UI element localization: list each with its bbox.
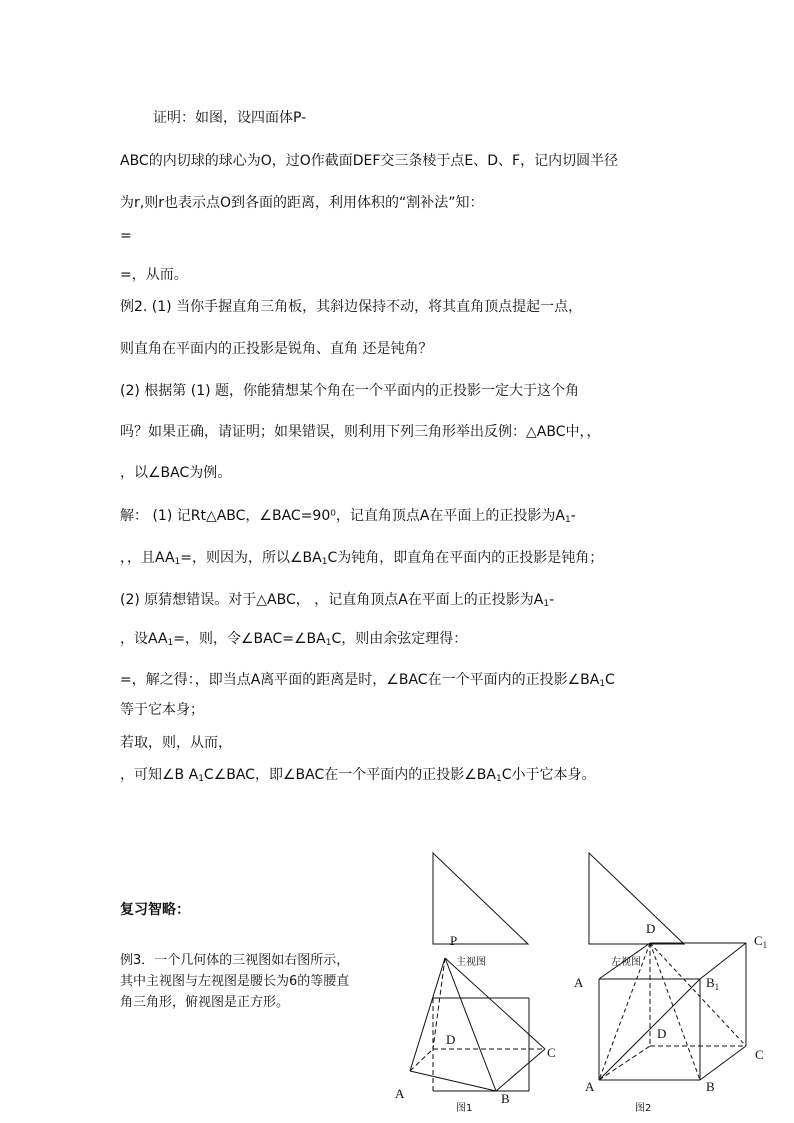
fig1-label-C: C bbox=[547, 1045, 556, 1060]
fig2-label-C1-sub: 1 bbox=[762, 940, 768, 950]
solution-line-8-a: ，可知∠B A bbox=[120, 767, 199, 783]
fig1-label-D: D bbox=[446, 1032, 456, 1047]
example-2-part-1: 例2. (1) 当你手握直角三角板，其斜边保持不动，将其直角顶点提起一点， bbox=[120, 299, 583, 315]
example-2-part-2: (2) 根据第 (1) 题，你能猜想某个角在一个平面内的正投影一定大于这个角 bbox=[120, 383, 580, 399]
side-view-caption: 左视图 bbox=[611, 957, 641, 968]
proof-line-3: 为r,则r也表示点O到各面的距离，利用体积的“割补法”知： bbox=[120, 195, 484, 211]
proof-equation-2: =，从而。 bbox=[120, 267, 188, 283]
proof-equation-1: = bbox=[120, 228, 132, 244]
solution-line-1-end: - bbox=[570, 508, 576, 524]
solution-line-8-c: C小于它本身。 bbox=[501, 767, 596, 783]
solution-line-3-end: - bbox=[549, 592, 555, 608]
solution-line-6: 等于它本身； bbox=[120, 702, 204, 718]
example-2-part-1-cont: 则直角在平面内的正投影是锐角、直角 还是钝角？ bbox=[120, 341, 433, 357]
review-heading: 复习智略： bbox=[120, 902, 190, 918]
solution-line-7: 若取，则，从而， bbox=[120, 735, 232, 751]
fig1-label-A: A bbox=[395, 1086, 405, 1101]
figure-2-caption: 图2 bbox=[635, 1103, 652, 1114]
subscript: 1 bbox=[599, 679, 606, 689]
front-view-caption: 主视图 bbox=[456, 957, 486, 968]
front-view-triangle bbox=[433, 853, 528, 944]
solution-line-2-b: =，则因为，所以∠BA bbox=[180, 550, 322, 566]
solution-line-2-a: ，，且AA bbox=[120, 550, 175, 566]
side-view-triangle bbox=[589, 853, 684, 944]
fig2-label-B1-main: B bbox=[706, 975, 715, 990]
example-3-line-2: 其中主视图与左视图是腰长为6的等腰直 bbox=[120, 974, 350, 989]
subscript: 1 bbox=[321, 557, 328, 567]
fig2-label-A: A bbox=[585, 1079, 595, 1094]
solution-line-4-b: =，则，令∠BAC=∠BA bbox=[173, 631, 326, 647]
figure-1-solid bbox=[410, 958, 545, 1091]
proof-intro: 证明：如图，设四面体P- bbox=[153, 110, 307, 126]
subscript: 1 bbox=[325, 638, 332, 648]
solution-line-4-c: C，则由余弦定理得： bbox=[331, 631, 468, 647]
fig2-label-C1 bbox=[754, 933, 767, 950]
figure-1-caption: 图1 bbox=[456, 1103, 473, 1114]
solution-line-8-b: C∠BAC，即∠BAC在一个平面内的正投影∠BA bbox=[203, 767, 496, 783]
fig1-label-B: B bbox=[501, 1091, 510, 1106]
subscript: 1 bbox=[167, 638, 174, 648]
example-3-line-1: 例3．一个几何体的三视图如右图所示， bbox=[120, 953, 350, 968]
solution-line-4-a: ，设AA bbox=[120, 631, 168, 647]
solution-line-5-b: C bbox=[605, 672, 615, 688]
fig2-label-D: D bbox=[657, 1026, 667, 1041]
subscript: 1 bbox=[543, 599, 550, 609]
subscript: 1 bbox=[198, 774, 204, 784]
fig2-label-D-top: D bbox=[646, 921, 656, 936]
fig2-label-A-top: A bbox=[574, 975, 584, 990]
example-2-part-2-cont: 吗？如果正确，请证明；如果错误，则利用下列三角形举出反例：△ABC中，， bbox=[120, 424, 601, 440]
solution-line-5-a: =，解之得：，即当点A离平面的距离是时，∠BAC在一个平面内的正投影∠BA bbox=[120, 672, 600, 688]
solution-line-2-c: C为钝角，即直角在平面内的正投影是钝角； bbox=[327, 550, 604, 566]
fig2-label-B1 bbox=[706, 975, 719, 992]
proof-line-2: ABC的内切球的球心为O，过O作截面DEF交三条棱于点E、D、F，记内切圆半径 bbox=[120, 153, 619, 169]
subscript: 1 bbox=[565, 515, 571, 525]
fig2-label-B: B bbox=[706, 1079, 715, 1094]
fig2-label-C1-main: C bbox=[754, 933, 763, 948]
solution-line-3-text: (2) 原猜想错误。对于△ABC， ，记直角顶点A在平面上的正投影为A bbox=[120, 592, 544, 608]
subscript: 1 bbox=[174, 557, 181, 567]
example-2-part-2-end: ，以∠BAC为例。 bbox=[120, 465, 232, 481]
fig2-label-B1-sub: 1 bbox=[714, 982, 720, 992]
subscript: 1 bbox=[495, 774, 502, 784]
solution-line-1-text: 解： (1) 记Rt△ABC，∠BAC=90⁰，记直角顶点A在平面上的正投影为A bbox=[120, 508, 565, 524]
example-3-line-3: 角三角形，俯视图是正方形。 bbox=[120, 995, 290, 1010]
fig1-label-P: P bbox=[450, 933, 458, 948]
fig2-label-C: C bbox=[755, 1047, 764, 1062]
